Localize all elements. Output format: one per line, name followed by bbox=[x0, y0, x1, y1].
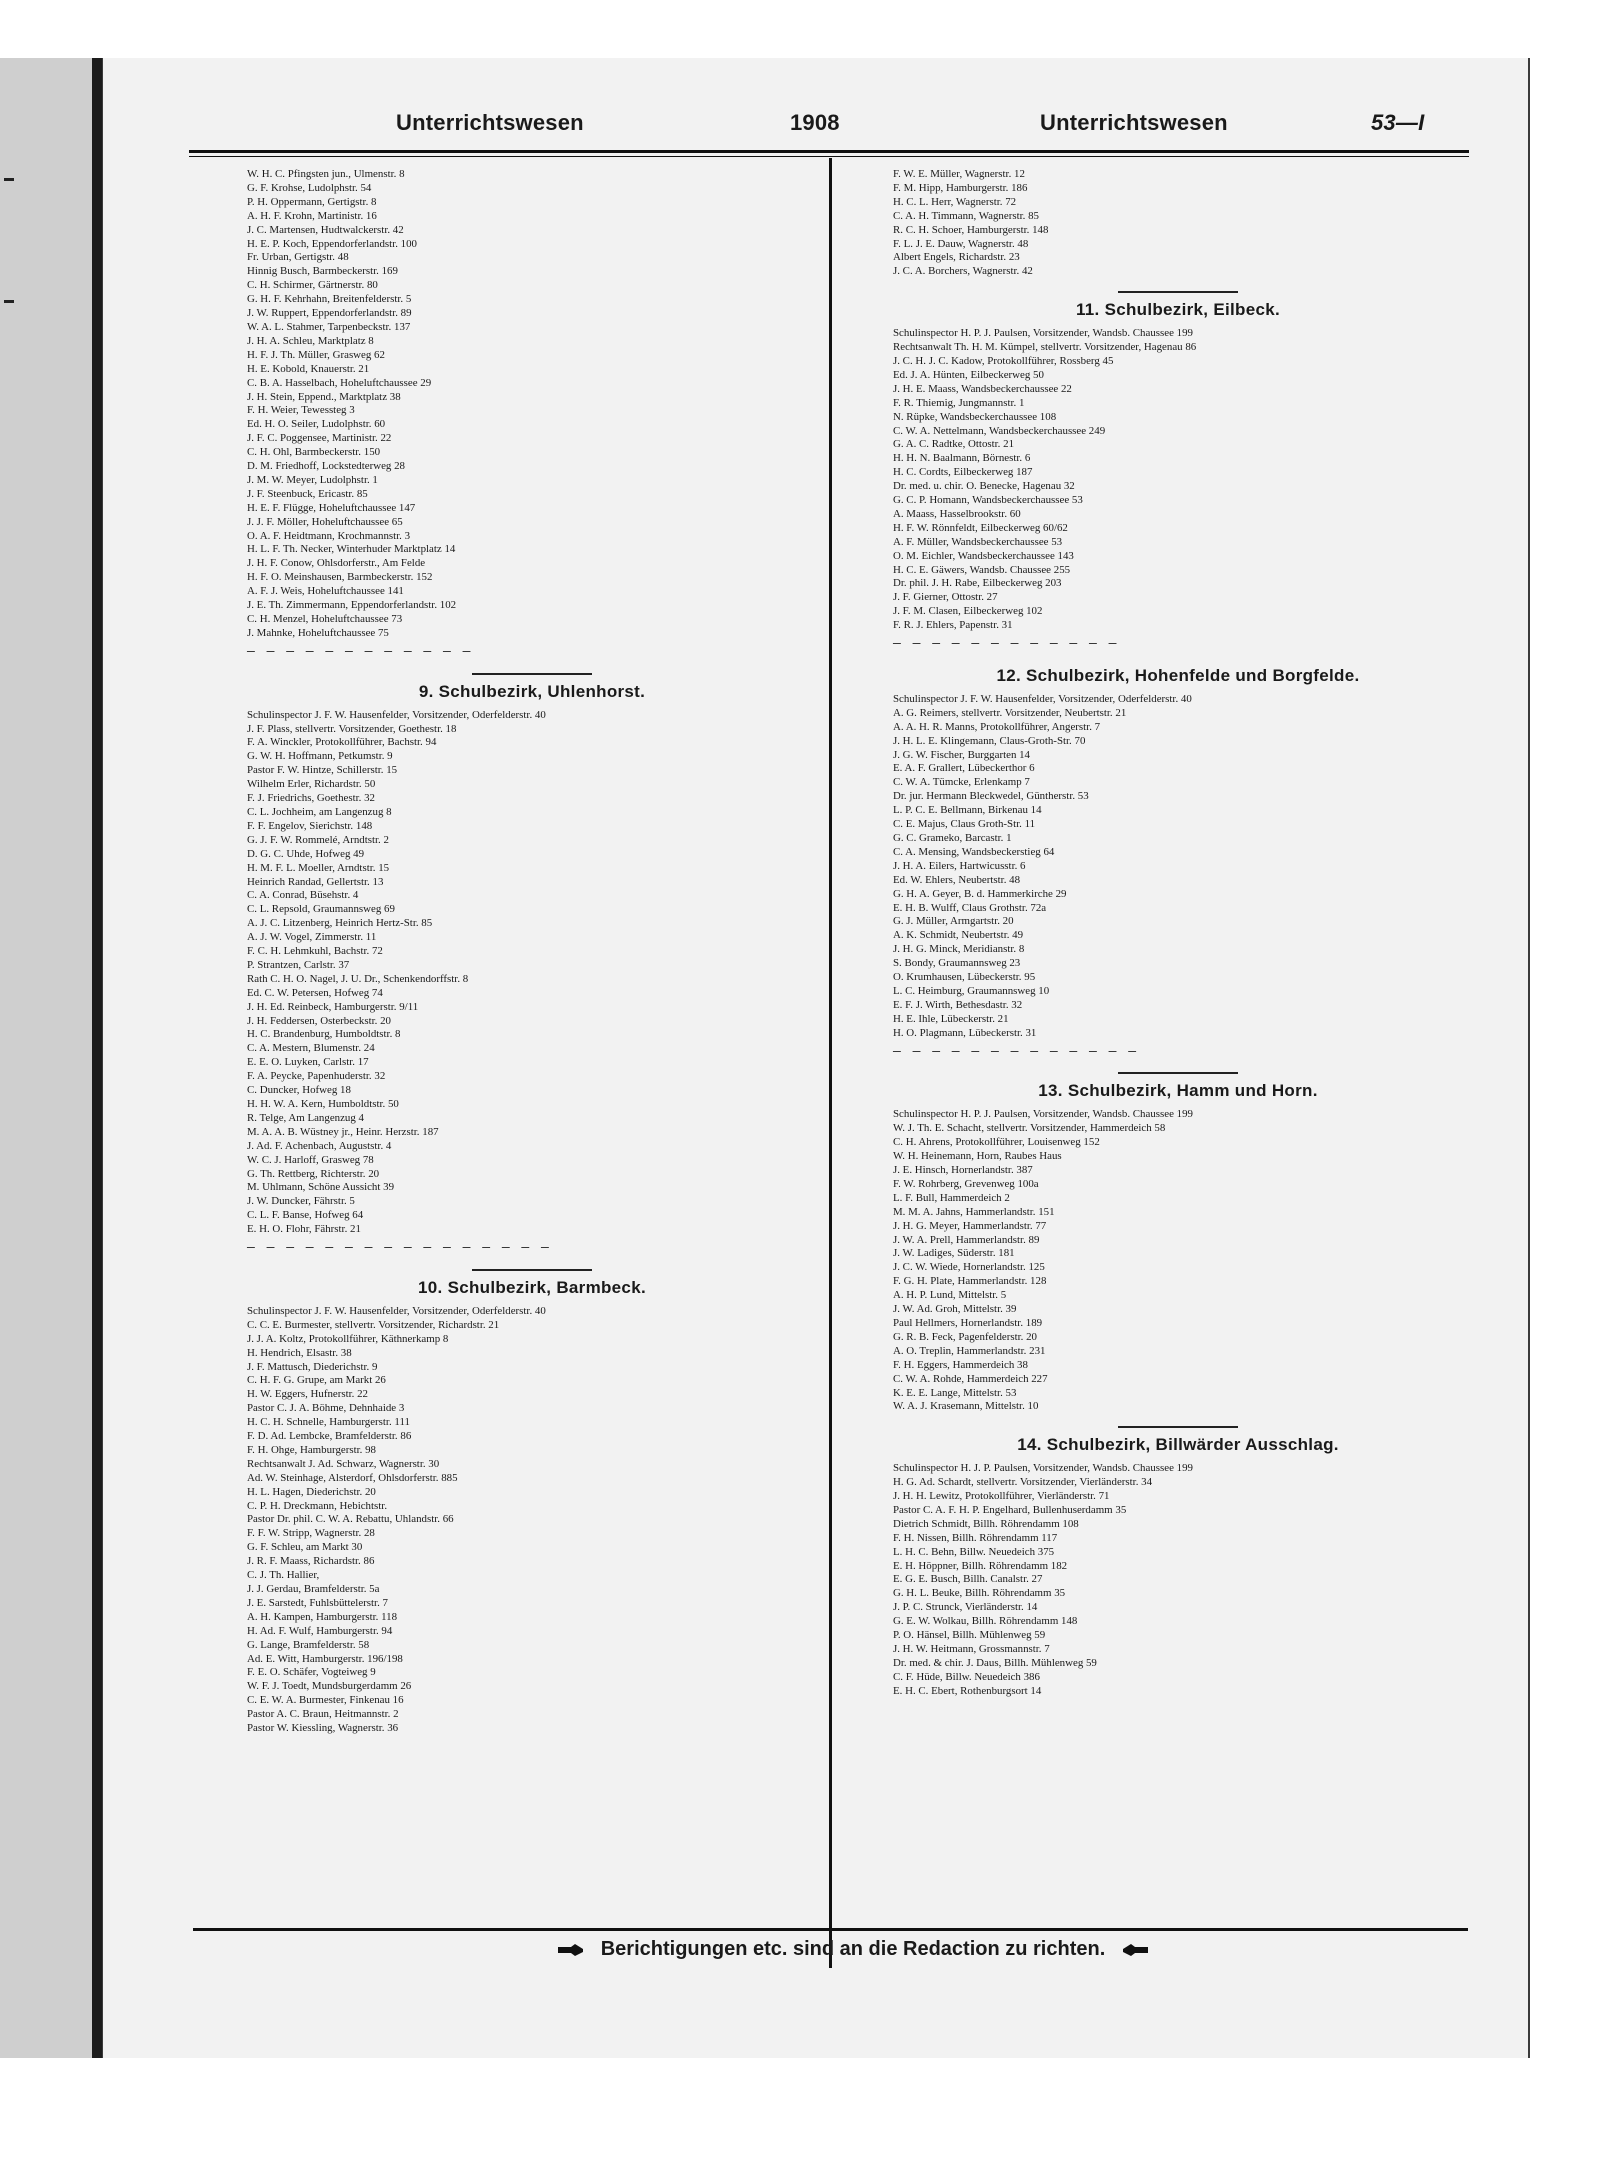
member-entry: J. P. C. Strunck, Vierländerstr. 14 bbox=[893, 1601, 1038, 1614]
member-entry: J. F. Plass, stellvertr. Vorsitzender, Goethestr. 18 bbox=[247, 722, 457, 735]
member-entry: J. C. W. Wiede, Hornerlandstr. 125 bbox=[893, 1261, 1045, 1274]
member-entry: E. F. J. Wirth, Bethesdastr. 32 bbox=[893, 998, 1023, 1011]
member-entry: D. G. C. Uhde, Hofweg 49 bbox=[247, 847, 365, 860]
member-entry: Dr. med. & chir. J. Daus, Billh. Mühlenweg 59 bbox=[893, 1656, 1097, 1669]
member-entry: N. Rüpke, Wandsbeckerchaussee 108 bbox=[893, 410, 1057, 423]
member-entry: M. M. A. Jahns, Hammerlandstr. 151 bbox=[893, 1205, 1055, 1218]
member-entry: O. M. Eichler, Wandsbeckerchaussee 143 bbox=[893, 549, 1074, 562]
member-entry: C. P. H. Dreckmann, Hebichtstr. bbox=[247, 1499, 388, 1512]
member-entry: A. K. Schmidt, Neubertstr. 49 bbox=[893, 929, 1024, 942]
column-divider bbox=[829, 158, 832, 1968]
member-entry: J. C. H. J. C. Kadow, Protokollführer, Rossberg 45 bbox=[893, 354, 1114, 367]
member-entry: G. J. F. W. Rommelé, Arndtstr. 2 bbox=[247, 833, 389, 846]
member-entry: F. C. H. Lehmkuhl, Bachstr. 72 bbox=[247, 945, 383, 958]
member-entry: J. G. W. Fischer, Burggarten 14 bbox=[893, 748, 1030, 761]
member-entry: J. H. Ed. Reinbeck, Hamburgerstr. 9/11 bbox=[247, 1000, 419, 1013]
section-end-dashes: — — — — — — — — — — — — bbox=[247, 643, 473, 659]
pointing-hand-right-icon bbox=[557, 1943, 585, 1957]
section-11-title: 11. Schulbezirk, Eilbeck. bbox=[1075, 300, 1281, 320]
member-entry: H. F. J. Th. Müller, Grasweg 62 bbox=[247, 348, 385, 361]
footer-note-text: Berichtigungen etc. sind an die Redaction zu richten. bbox=[600, 1938, 1106, 1960]
member-entry: Dr. phil. J. H. Rabe, Eilbeckerweg 203 bbox=[893, 577, 1062, 590]
member-entry: Ed. J. A. Hünten, Eilbeckerweg 50 bbox=[893, 368, 1044, 381]
member-entry: J. H. A. Eilers, Hartwicusstr. 6 bbox=[893, 859, 1026, 872]
member-entry: Pastor C. A. F. H. P. Engelhard, Bullenhuserdamm 35 bbox=[893, 1503, 1127, 1516]
member-entry: P. O. Hänsel, Billh. Mühlenweg 59 bbox=[893, 1629, 1046, 1642]
member-entry: G. R. B. Feck, Pagenfelderstr. 20 bbox=[893, 1330, 1037, 1343]
member-entry: F. E. O. Schäfer, Vogteiweg 9 bbox=[247, 1666, 376, 1679]
section-10-list bbox=[247, 1305, 817, 1736]
section-14-title: 14. Schulbezirk, Billwärder Ausschlag. bbox=[1017, 1435, 1339, 1455]
member-entry: A. H. P. Lund, Mittelstr. 5 bbox=[893, 1289, 1007, 1302]
member-entry: J. W. Ladiges, Süderstr. 181 bbox=[893, 1247, 1015, 1260]
member-entry: Schulinspector J. F. W. Hausenfelder, Vorsitzender, Oderfelderstr. 40 bbox=[247, 708, 546, 721]
edge-mark bbox=[4, 178, 14, 181]
header-rule bbox=[189, 150, 1469, 153]
section-11-list bbox=[893, 327, 1463, 633]
header-left-title: Unterrichtswesen bbox=[396, 110, 584, 135]
member-entry: Pastor A. C. Braun, Heitmannstr. 2 bbox=[247, 1708, 399, 1721]
member-entry: F. D. Ad. Lembcke, Bramfelderstr. 86 bbox=[247, 1430, 412, 1443]
member-entry: H. Ad. F. Wulf, Hamburgerstr. 94 bbox=[247, 1624, 393, 1637]
member-entry: C. W. A. Tümcke, Erlenkamp 7 bbox=[893, 776, 1030, 789]
member-entry: F. A. Winckler, Protokollführer, Bachstr. 94 bbox=[247, 736, 437, 749]
member-entry: Dr. med. u. chir. O. Benecke, Hagenau 32 bbox=[893, 480, 1075, 493]
header-right-title: Unterrichtswesen bbox=[1040, 110, 1228, 135]
section-12-title: 12. Schulbezirk, Hohenfelde und Borgfelde. bbox=[996, 666, 1360, 685]
member-entry: H. C. Cordts, Eilbeckerweg 187 bbox=[893, 466, 1033, 479]
member-entry: G. A. C. Radtke, Ottostr. 21 bbox=[893, 438, 1015, 451]
member-entry: C. A. Mestern, Blumenstr. 24 bbox=[247, 1042, 375, 1055]
member-entry: J. H. Feddersen, Osterbeckstr. 20 bbox=[247, 1014, 391, 1027]
member-entry: H. O. Plagmann, Lübeckerstr. 31 bbox=[893, 1026, 1037, 1039]
member-entry: Wilhelm Erler, Richardstr. 50 bbox=[247, 778, 376, 791]
member-entry: Fr. Urban, Gertigstr. 48 bbox=[247, 251, 349, 264]
member-entry: J. F. Mattusch, Diederichstr. 9 bbox=[247, 1360, 378, 1373]
member-entry: W. C. J. Harloff, Grasweg 78 bbox=[247, 1153, 374, 1166]
member-entry: J. H. L. E. Klingemann, Claus-Groth-Str. 70 bbox=[893, 734, 1086, 747]
member-entry: R. C. H. Schoer, Hamburgerstr. 148 bbox=[893, 223, 1049, 236]
member-entry: W. H. Heinemann, Horn, Raubes Haus bbox=[893, 1150, 1062, 1163]
member-entry: L. H. C. Behn, Billw. Neuedeich 375 bbox=[893, 1545, 1055, 1558]
member-entry: Albert Engels, Richardstr. 23 bbox=[893, 251, 1020, 264]
member-entry: G. H. A. Geyer, B. d. Hammerkirche 29 bbox=[893, 887, 1067, 900]
member-entry: C. H. Ahrens, Protokollführer, Louisenweg 152 bbox=[893, 1136, 1100, 1149]
member-entry: H. L. Hagen, Diederichstr. 20 bbox=[247, 1485, 376, 1498]
member-entry: Pastor F. W. Hintze, Schillerstr. 15 bbox=[247, 764, 398, 777]
header-year: 1908 bbox=[790, 110, 840, 135]
section-13-list bbox=[893, 1108, 1463, 1414]
member-entry: C. A. H. Timmann, Wagnerstr. 85 bbox=[893, 209, 1039, 222]
section-end-dashes: — — — — — — — — — — — — — — — — bbox=[247, 1240, 551, 1256]
member-entry: F. H. Nissen, Billh. Röhrendamm 117 bbox=[893, 1531, 1058, 1544]
page-number: 53—I bbox=[1371, 110, 1425, 135]
member-entry: E. H. O. Flohr, Fährstr. 21 bbox=[247, 1223, 361, 1236]
member-entry: J. H. F. Conow, Ohlsdorferstr., Am Felde bbox=[247, 557, 426, 570]
member-entry: P. H. Oppermann, Gertigstr. 8 bbox=[247, 195, 377, 208]
member-entry: E. H. Höppner, Billh. Röhrendamm 182 bbox=[893, 1559, 1068, 1572]
member-entry: F. H. Eggers, Hammerdeich 38 bbox=[893, 1358, 1028, 1371]
member-entry: Rath C. H. O. Nagel, J. U. Dr., Schenkendorffstr. 8 bbox=[247, 972, 469, 985]
member-entry: J. H. Stein, Eppend., Marktplatz 38 bbox=[247, 390, 401, 403]
member-entry: Pastor W. Kiessling, Wagnerstr. 36 bbox=[247, 1722, 399, 1735]
member-entry: A. G. Reimers, stellvertr. Vorsitzender, Neubertstr. 21 bbox=[893, 706, 1127, 719]
member-entry: J. J. Gerdau, Bramfelderstr. 5a bbox=[247, 1583, 380, 1595]
member-entry: G. F. Krohse, Ludolphstr. 54 bbox=[247, 181, 372, 194]
member-entry: H. W. Eggers, Hufnerstr. 22 bbox=[247, 1388, 368, 1401]
member-entry: J. F. M. Clasen, Eilbeckerweg 102 bbox=[893, 605, 1043, 618]
member-entry: C. B. A. Hasselbach, Hoheluftchaussee 29 bbox=[247, 376, 432, 389]
member-entry: H. H. N. Baalmann, Börnestr. 6 bbox=[893, 452, 1031, 465]
member-entry: A. O. Treplin, Hammerlandstr. 231 bbox=[893, 1344, 1046, 1357]
pointing-hand-left-icon bbox=[1121, 1943, 1149, 1957]
member-entry: F. W. Rohrberg, Grevenweg 100a bbox=[893, 1177, 1039, 1190]
member-entry: O. A. F. Heidtmann, Krochmannstr. 3 bbox=[247, 529, 411, 542]
member-entry: G. W. H. Hoffmann, Petkumstr. 9 bbox=[247, 750, 393, 763]
member-entry: O. Krumhausen, Lübeckerstr. 95 bbox=[893, 971, 1036, 984]
member-entry: J. R. F. Maass, Richardstr. 86 bbox=[247, 1555, 375, 1568]
member-entry: C. A. Mensing, Wandsbeckerstieg 64 bbox=[893, 845, 1055, 858]
member-entry: E. E. O. Luyken, Carlstr. 17 bbox=[247, 1056, 369, 1069]
member-entry: E. A. F. Grallert, Lübeckerthor 6 bbox=[893, 762, 1035, 775]
member-entry: J. J. A. Koltz, Protokollführer, Käthnerkamp 8 bbox=[247, 1332, 449, 1345]
member-entry: J. E. Th. Zimmermann, Eppendorferlandstr. 102 bbox=[247, 599, 457, 612]
member-entry: H. C. H. Schnelle, Hamburgerstr. 111 bbox=[247, 1416, 410, 1429]
member-entry: C. H. Ohl, Barmbeckerstr. 150 bbox=[247, 446, 381, 459]
member-entry: H. G. Ad. Schardt, stellvertr. Vorsitzender, Vierländerstr. 34 bbox=[893, 1476, 1153, 1489]
section-rule bbox=[1118, 291, 1238, 293]
member-entry: Hinnig Busch, Barmbeckerstr. 169 bbox=[247, 265, 398, 278]
member-entry: Schulinspector H. P. J. Paulsen, Vorsitzender, Wandsb. Chaussee 199 bbox=[893, 327, 1193, 340]
member-entry: G. J. Müller, Armgartstr. 20 bbox=[893, 915, 1014, 928]
member-entry: A. F. J. Weis, Hoheluftchaussee 141 bbox=[247, 585, 404, 598]
member-entry: M. A. A. B. Wüstney jr., Heinr. Herzstr. 187 bbox=[247, 1125, 439, 1138]
member-entry: L. P. C. E. Bellmann, Birkenau 14 bbox=[893, 804, 1042, 817]
member-entry: W. F. J. Toedt, Mundsburgerdamm 26 bbox=[247, 1680, 412, 1693]
member-entry: J. W. Ruppert, Eppendorferlandstr. 89 bbox=[247, 307, 412, 320]
member-entry: G. F. Schleu, am Markt 30 bbox=[247, 1541, 363, 1554]
member-entry: L. C. Heimburg, Graumannsweg 10 bbox=[893, 984, 1050, 997]
member-entry: C. C. E. Burmester, stellvertr. Vorsitzender, Richardstr. 21 bbox=[247, 1318, 500, 1331]
member-entry: Schulinspector H. J. P. Paulsen, Vorsitzender, Wandsb. Chaussee 199 bbox=[893, 1462, 1193, 1475]
member-entry: Rechtsanwalt Th. H. M. Kümpel, stellvertr. Vorsitzender, Hagenau 86 bbox=[893, 341, 1197, 354]
member-entry: C. H. Schirmer, Gärtnerstr. 80 bbox=[247, 279, 378, 292]
member-entry: C. H. Menzel, Hoheluftchaussee 73 bbox=[247, 613, 403, 625]
member-entry: E. G. E. Busch, Billh. Canalstr. 27 bbox=[893, 1573, 1043, 1586]
footer-rule bbox=[193, 1928, 1468, 1931]
member-entry: J. H. A. Schleu, Marktplatz 8 bbox=[247, 334, 374, 347]
member-entry: H. F. O. Meinshausen, Barmbeckerstr. 152 bbox=[247, 571, 433, 584]
member-entry: G. C. Grameko, Barcastr. 1 bbox=[893, 831, 1012, 844]
member-entry: C. L. F. Banse, Hofweg 64 bbox=[247, 1209, 364, 1222]
member-entry: A. F. Müller, Wandsbeckerchaussee 53 bbox=[893, 535, 1063, 548]
member-entry: Paul Hellmers, Hornerlandstr. 189 bbox=[893, 1316, 1043, 1329]
member-entry: J. W. A. Prell, Hammerlandstr. 89 bbox=[893, 1233, 1040, 1246]
member-entry: F. A. Peycke, Papenhuderstr. 32 bbox=[247, 1070, 386, 1083]
member-entry: C. L. Repsold, Graumannsweg 69 bbox=[247, 903, 395, 916]
section-rule bbox=[472, 673, 592, 675]
member-entry: C. W. A. Rohde, Hammerdeich 227 bbox=[893, 1372, 1048, 1385]
section-rule bbox=[1118, 1072, 1238, 1074]
member-entry: A. J. C. Litzenberg, Heinrich Hertz-Str. 85 bbox=[247, 917, 433, 930]
member-entry: C. Duncker, Hofweg 18 bbox=[247, 1084, 351, 1097]
member-entry: A. Maass, Hasselbrookstr. 60 bbox=[893, 507, 1021, 520]
member-entry: Schulinspector J. F. W. Hausenfelder, Vorsitzender, Oderfelderstr. 40 bbox=[893, 692, 1192, 705]
section-14-list bbox=[893, 1462, 1463, 1698]
member-entry: Heinrich Randad, Gellertstr. 13 bbox=[247, 875, 384, 888]
member-entry: F. L. J. E. Dauw, Wagnerstr. 48 bbox=[893, 237, 1029, 250]
member-entry: H. E. P. Koch, Eppendorferlandstr. 100 bbox=[247, 237, 417, 250]
member-entry: F. J. Friedrichs, Goethestr. 32 bbox=[247, 792, 375, 805]
member-entry: F. R. J. Ehlers, Papenstr. 31 bbox=[893, 619, 1013, 632]
document-page bbox=[103, 58, 1528, 2058]
edge-mark bbox=[4, 300, 14, 303]
member-entry: H. M. F. L. Moeller, Arndtstr. 15 bbox=[247, 861, 390, 874]
member-entry: J. H. G. Minck, Meridianstr. 8 bbox=[893, 943, 1025, 956]
member-entry: C. J. Th. Hallier, bbox=[247, 1569, 320, 1582]
member-entry: P. Strantzen, Carlstr. 37 bbox=[247, 958, 350, 971]
member-entry: K. E. E. Lange, Mittelstr. 53 bbox=[893, 1386, 1017, 1399]
member-entry: Dr. jur. Hermann Bleckwedel, Güntherstr. 53 bbox=[893, 790, 1089, 803]
member-entry: H. C. E. Gäwers, Wandsb. Chaussee 255 bbox=[893, 563, 1071, 576]
member-entry: G. C. P. Homann, Wandsbeckerchaussee 53 bbox=[893, 494, 1083, 507]
member-entry: G. Lange, Bramfelderstr. 58 bbox=[247, 1638, 370, 1651]
member-entry: F. R. Thiemig, Jungmannstr. 1 bbox=[893, 396, 1025, 409]
left-column bbox=[247, 168, 817, 1736]
member-entry: J. F. Steenbuck, Ericastr. 85 bbox=[247, 487, 368, 500]
member-entry: F. G. H. Plate, Hammerlandstr. 128 bbox=[893, 1275, 1047, 1288]
member-entry: Schulinspector J. F. W. Hausenfelder, Vorsitzender, Oderfelderstr. 40 bbox=[247, 1304, 546, 1317]
member-entry: Ad. E. Witt, Hamburgerstr. 196/198 bbox=[247, 1652, 403, 1665]
member-entry: E. H. B. Wulff, Claus Grothstr. 72a bbox=[893, 901, 1047, 914]
member-entry: R. Telge, Am Langenzug 4 bbox=[247, 1111, 364, 1124]
section-rule bbox=[472, 1269, 592, 1271]
member-entry: A. H. F. Krohn, Martinistr. 16 bbox=[247, 209, 377, 222]
member-entry: F. F. Engelov, Sierichstr. 148 bbox=[247, 819, 373, 832]
section-end-dashes: — — — — — — — — — — — — — bbox=[893, 1043, 1139, 1059]
member-entry: Ed. W. Ehlers, Neubertstr. 48 bbox=[893, 873, 1021, 886]
member-entry: D. M. Friedhoff, Lockstedterweg 28 bbox=[247, 460, 405, 473]
member-entry: J. Mahnke, Hoheluftchaussee 75 bbox=[247, 626, 389, 639]
section-13-title: 13. Schulbezirk, Hamm und Horn. bbox=[1038, 1081, 1318, 1101]
member-entry: F. F. W. Stripp, Wagnerstr. 28 bbox=[247, 1527, 375, 1540]
section-10-title: 10. Schulbezirk, Barmbeck. bbox=[418, 1277, 646, 1297]
member-entry: H. Hendrich, Elsastr. 38 bbox=[247, 1346, 352, 1359]
member-entry: W. J. Th. E. Schacht, stellvertr. Vorsitzender, Hammerdeich 58 bbox=[893, 1122, 1166, 1135]
member-entry: J. H. G. Meyer, Hammerlandstr. 77 bbox=[893, 1219, 1047, 1232]
running-header bbox=[103, 110, 1528, 150]
member-entry: M. Uhlmann, Schöne Aussicht 39 bbox=[247, 1181, 395, 1194]
member-entry: J. E. Hinsch, Hornerlandstr. 387 bbox=[893, 1164, 1033, 1176]
binding-rule bbox=[92, 58, 102, 2058]
member-entry: J. M. W. Meyer, Ludolphstr. 1 bbox=[247, 473, 378, 486]
right-column bbox=[893, 168, 1463, 1699]
member-entry: J. F. Gierner, Ottostr. 27 bbox=[893, 591, 998, 604]
member-entry: L. F. Bull, Hammerdeich 2 bbox=[893, 1191, 1010, 1204]
member-entry: A. J. W. Vogel, Zimmerstr. 11 bbox=[247, 931, 377, 944]
member-entry: H. C. L. Herr, Wagnerstr. 72 bbox=[893, 195, 1017, 208]
member-entry: H. F. W. Rönnfeldt, Eilbeckerweg 60/62 bbox=[893, 521, 1068, 534]
member-entry: Ad. W. Steinhage, Alsterdorf, Ohlsdorferstr. 885 bbox=[247, 1471, 458, 1484]
member-entry: J. H. W. Heitmann, Grossmannstr. 7 bbox=[893, 1643, 1050, 1655]
member-entry: H. E. Ihle, Lübeckerstr. 21 bbox=[893, 1012, 1009, 1025]
left-intro-list bbox=[247, 168, 817, 641]
member-entry: J. W. Ad. Groh, Mittelstr. 39 bbox=[893, 1303, 1017, 1316]
member-entry: S. Bondy, Graumannsweg 23 bbox=[893, 957, 1021, 970]
member-entry: H. E. F. Flügge, Hoheluftchaussee 147 bbox=[247, 501, 416, 514]
member-entry: Ed. H. O. Seiler, Ludolphstr. 60 bbox=[247, 418, 386, 431]
member-entry: Schulinspector H. P. J. Paulsen, Vorsitzender, Wandsb. Chaussee 199 bbox=[893, 1108, 1193, 1121]
member-entry: A. H. Kampen, Hamburgerstr. 118 bbox=[247, 1610, 398, 1623]
member-entry: W. A. J. Krasemann, Mittelstr. 10 bbox=[893, 1400, 1039, 1413]
member-entry: J. C. A. Borchers, Wagnerstr. 42 bbox=[893, 265, 1033, 278]
member-entry: W. H. C. Pfingsten jun., Ulmenstr. 8 bbox=[247, 168, 405, 180]
member-entry: F. W. E. Müller, Wagnerstr. 12 bbox=[893, 168, 1025, 180]
member-entry: H. E. Kobold, Knauerstr. 21 bbox=[247, 362, 370, 375]
header-rule-thin bbox=[189, 156, 1469, 157]
member-entry: F. H. Ohge, Hamburgerstr. 98 bbox=[247, 1443, 376, 1456]
member-entry: C. E. W. A. Burmester, Finkenau 16 bbox=[247, 1694, 404, 1707]
member-entry: J. W. Duncker, Fährstr. 5 bbox=[247, 1195, 355, 1208]
member-entry: J. J. F. Möller, Hoheluftchaussee 65 bbox=[247, 515, 403, 528]
member-entry: H. L. F. Th. Necker, Winterhuder Marktplatz 14 bbox=[247, 543, 456, 556]
member-entry: J. C. Martensen, Hudtwalckerstr. 42 bbox=[247, 223, 404, 236]
adjacent-page-edge bbox=[0, 58, 92, 2058]
member-entry: Pastor Dr. phil. C. W. A. Rebattu, Uhlandstr. 66 bbox=[247, 1513, 454, 1526]
member-entry: J. F. C. Poggensee, Martinistr. 22 bbox=[247, 432, 392, 445]
section-9-title: 9. Schulbezirk, Uhlenhorst. bbox=[418, 681, 646, 701]
section-end-dashes: — — — — — — — — — — — — bbox=[893, 636, 1119, 652]
member-entry: Pastor C. J. A. Böhme, Dehnhaide 3 bbox=[247, 1402, 405, 1415]
member-entry: H. H. W. A. Kern, Humboldtstr. 50 bbox=[247, 1098, 399, 1110]
member-entry: C. H. F. G. Grupe, am Markt 26 bbox=[247, 1374, 386, 1387]
member-entry: J. Ad. F. Achenbach, Auguststr. 4 bbox=[247, 1139, 392, 1152]
member-entry: G. Th. Rettberg, Richterstr. 20 bbox=[247, 1167, 380, 1180]
member-entry: Ed. C. W. Petersen, Hofweg 74 bbox=[247, 986, 383, 999]
member-entry: J. H. E. Maass, Wandsbeckerchaussee 22 bbox=[893, 382, 1072, 395]
member-entry: W. A. L. Stahmer, Tarpenbeckstr. 137 bbox=[247, 320, 411, 333]
member-entry: C. E. Majus, Claus Groth-Str. 11 bbox=[893, 818, 1036, 831]
member-entry: F. H. Weier, Tewessteg 3 bbox=[247, 404, 355, 417]
member-entry: A. A. H. R. Manns, Protokollführer, Angerstr. 7 bbox=[893, 720, 1101, 733]
member-entry: C. A. Conrad, Büsehstr. 4 bbox=[247, 889, 359, 902]
member-entry: E. H. C. Ebert, Rothenburgsort 14 bbox=[893, 1684, 1042, 1697]
section-rule bbox=[1118, 1426, 1238, 1428]
member-entry: J. E. Sarstedt, Fuhlsbüttelerstr. 7 bbox=[247, 1596, 388, 1609]
section-12-list bbox=[893, 693, 1463, 1041]
member-entry: C. L. Jochheim, am Langenzug 8 bbox=[247, 805, 392, 818]
member-entry: G. H. F. Kehrhahn, Breitenfelderstr. 5 bbox=[247, 293, 412, 306]
member-entry: Dietrich Schmidt, Billh. Röhrendamm 108 bbox=[893, 1517, 1079, 1530]
section-9-list bbox=[247, 709, 817, 1237]
footer-notice bbox=[403, 1938, 1303, 1961]
member-entry: H. C. Brandenburg, Humboldtstr. 8 bbox=[247, 1028, 401, 1041]
member-entry: F. M. Hipp, Hamburgerstr. 186 bbox=[893, 181, 1028, 194]
member-entry: G. E. W. Wolkau, Billh. Röhrendamm 148 bbox=[893, 1615, 1078, 1628]
member-entry: J. H. H. Lewitz, Protokollführer, Vierländerstr. 71 bbox=[893, 1490, 1110, 1503]
member-entry: G. H. L. Beuke, Billh. Röhrendamm 35 bbox=[893, 1587, 1066, 1600]
member-entry: C. F. Hüde, Billw. Neuedeich 386 bbox=[893, 1670, 1040, 1683]
right-intro-list bbox=[893, 168, 1463, 279]
member-entry: Rechtsanwalt J. Ad. Schwarz, Wagnerstr. 30 bbox=[247, 1457, 440, 1470]
member-entry: C. W. A. Nettelmann, Wandsbeckerchaussee 249 bbox=[893, 424, 1106, 437]
